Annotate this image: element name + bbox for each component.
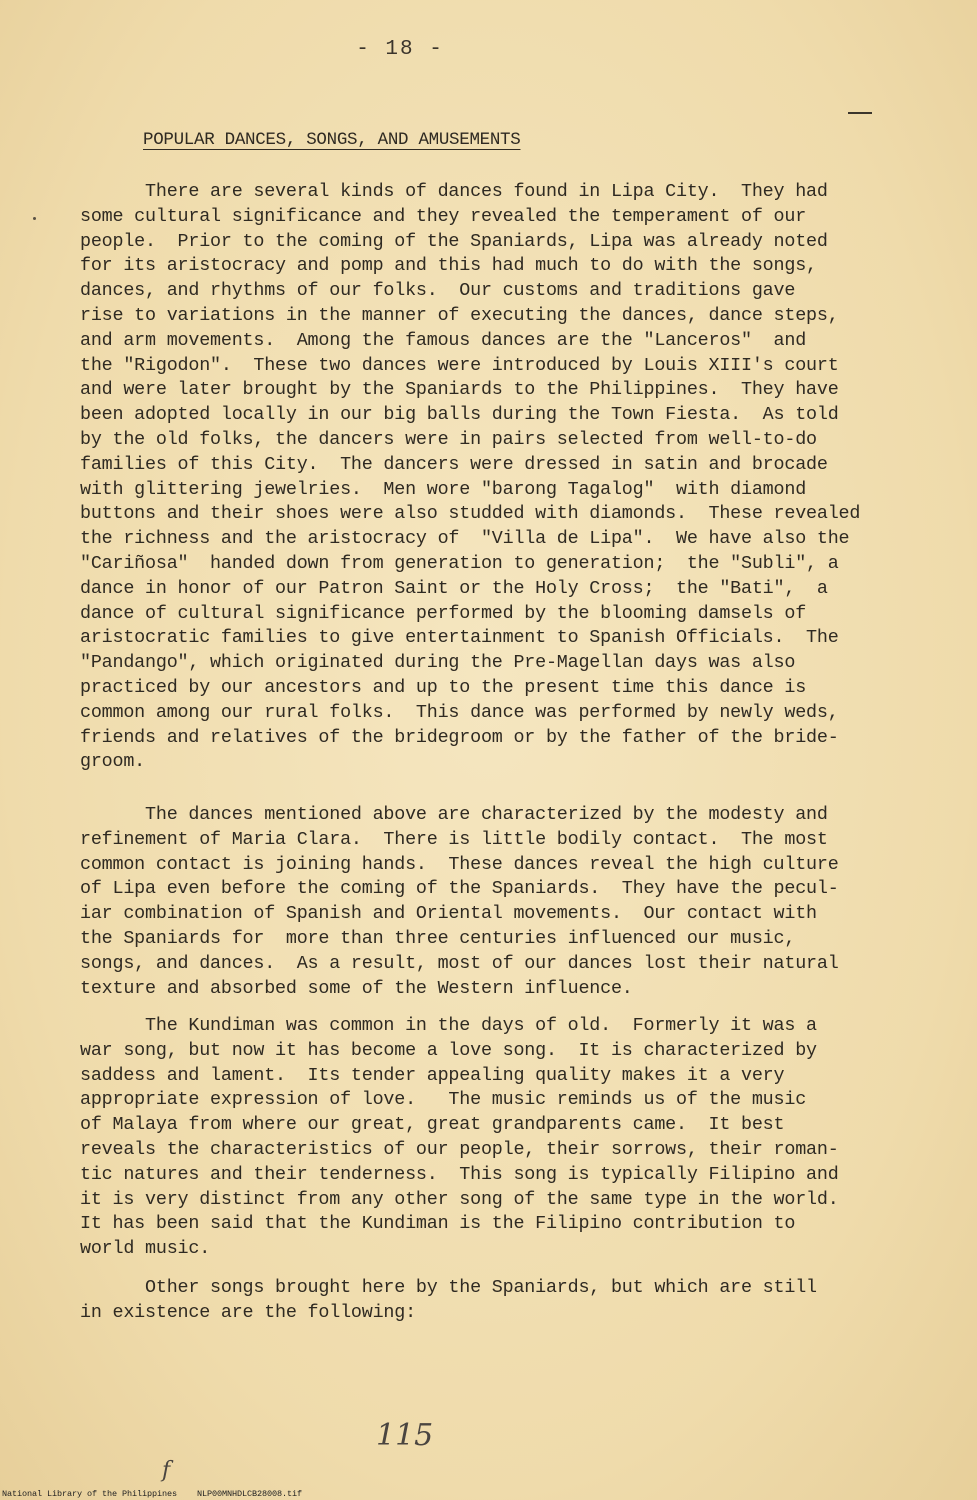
text-line: of Lipa even before the coming of the Spaniards. They have the pecul- [80, 878, 839, 900]
text-line: reveals the characteristics of our people, their sorrows, their roman- [80, 1138, 839, 1160]
text-line: practiced by our ancestors and up to the present time this dance is [80, 676, 807, 698]
text-line: "Cariñosa" handed down from generation to generation; the "Subli", a [80, 552, 839, 574]
text-line: dance in honor of our Patron Saint or the Holy Cross; the "Bati", a [80, 577, 828, 599]
text-line: dances, and rhythms of our folks. Our customs and traditions gave [80, 280, 796, 302]
text-line: families of this City. The dancers were dressed in satin and brocade [80, 453, 828, 475]
paragraph-other-songs [80, 1276, 817, 1326]
text-line: some cultural significance and they revealed the temperament of our [80, 205, 807, 227]
text-line: There are several kinds of dances found in Lipa City. They had [80, 181, 828, 202]
text-line: Other songs brought here by the Spaniards, but which are still [80, 1277, 817, 1298]
text-line: texture and absorbed some of the Western influence. [80, 977, 633, 999]
text-line: "Pandango", which originated during the Pre-Magellan days was also [80, 652, 796, 674]
text-line: buttons and their shoes were also studded with diamonds. These revealed [80, 503, 861, 525]
text-line: and arm movements. Among the famous dances are the "Lanceros" and [80, 329, 807, 351]
text-line: tic natures and their tenderness. This song is typically Filipino and [80, 1163, 839, 1185]
text-line: appropriate expression of love. The music reminds us of the music [80, 1089, 807, 1111]
text-line: iar combination of Spanish and Oriental movements. Our contact with [80, 903, 817, 925]
handwritten-mark: f [162, 1458, 171, 1483]
text-line: rise to variations in the manner of executing the dances, dance steps, [80, 304, 839, 326]
text-line: the "Rigodon". These two dances were introduced by Louis XIII's court [80, 354, 839, 376]
paragraph-kundiman [80, 1014, 839, 1262]
text-line: groom. [80, 751, 146, 773]
text-line: by the old folks, the dancers were in pairs selected from well-to-do [80, 428, 817, 450]
text-line: dance of cultural significance performed by the blooming damsels of [80, 602, 807, 624]
text-line: the Spaniards for more than three centuries influenced our music, [80, 927, 796, 949]
text-line: saddess and lament. Its tender appealing quality makes it a very [80, 1064, 785, 1086]
paragraph-dances [80, 180, 860, 775]
page-number: - 18 - [356, 38, 444, 61]
text-line: songs, and dances. As a result, most of our dances lost their natural [80, 952, 839, 974]
text-line: common contact is joining hands. These dances reveal the high culture [80, 853, 839, 875]
corner-dash-mark [848, 112, 872, 114]
text-line: for its aristocracy and pomp and this had much to do with the songs, [80, 255, 817, 277]
text-line: it is very distinct from any other song of the same type in the world. [80, 1188, 839, 1210]
text-line: the richness and the aristocracy of "Villa de Lipa". We have also the [80, 528, 850, 550]
text-line: The Kundiman was common in the days of old. Formerly it was a [80, 1015, 817, 1036]
paragraph-dance-characteristics [80, 803, 839, 1001]
text-line: world music. [80, 1238, 211, 1260]
text-line: aristocratic families to give entertainment to Spanish Officials. The [80, 627, 839, 649]
text-line: refinement of Maria Clara. There is little bodily contact. The most [80, 828, 828, 850]
text-line: been adopted locally in our big balls during the Town Fiesta. As told [80, 404, 839, 426]
text-line: The dances mentioned above are characterized by the modesty and [80, 804, 828, 825]
text-line: of Malaya from where our great, great grandparents came. It best [80, 1114, 785, 1136]
margin-dot [33, 217, 36, 220]
text-line: common among our rural folks. This dance was performed by newly weds, [80, 701, 839, 723]
handwritten-page-number: 115 [376, 1418, 434, 1453]
text-line: friends and relatives of the bridegroom or by the father of the bride- [80, 726, 839, 748]
section-heading: POPULAR DANCES, SONGS, AND AMUSEMENTS [143, 130, 521, 150]
text-line: people. Prior to the coming of the Spaniards, Lipa was already noted [80, 230, 828, 252]
text-line: It has been said that the Kundiman is the Filipino contribution to [80, 1213, 796, 1235]
text-line: war song, but now it has become a love song. It is characterized by [80, 1039, 817, 1061]
text-line: with glittering jewelries. Men wore "barong Tagalog" with diamond [80, 478, 807, 500]
scan-footer: National Library of the Philippines NLP00MNHDLCB28008.tif [2, 1489, 303, 1499]
text-line: in existence are the following: [80, 1301, 416, 1323]
text-line: and were later brought by the Spaniards to the Philippines. They have [80, 379, 839, 401]
